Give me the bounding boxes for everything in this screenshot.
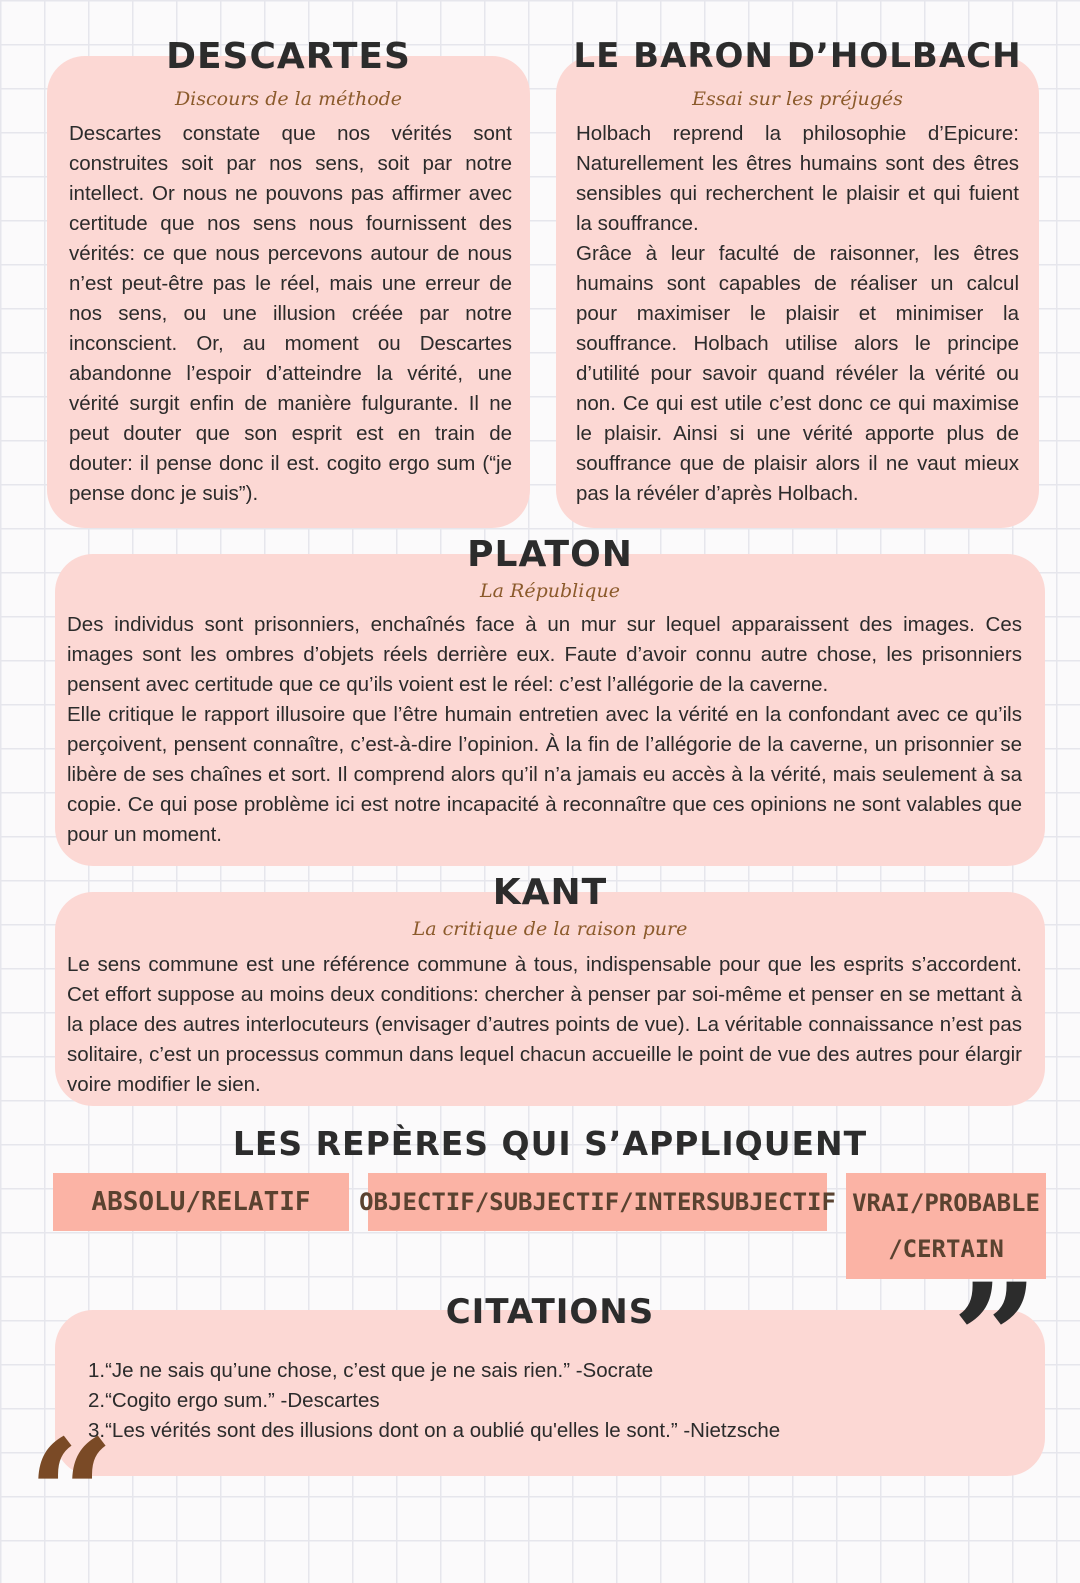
tag-objectif-subjectif-label: OBJECTIF/SUBJECTIF/INTERSUBJECTIF — [359, 1188, 836, 1216]
citations-title: CITATIONS — [445, 1292, 655, 1332]
tag-vrai-probable-line-2: /CERTAIN — [888, 1235, 1004, 1263]
reperes-title: LES REPÈRES QUI S’APPLIQUENT — [232, 1124, 868, 1163]
kant-text: Le sens commune est une référence commune à tous, indispensable pour que les esprits s’accordent. Cet effort suppose au moins deux conditions: chercher à penser par soi-même et penser en se mettant à la place des autres interlocuteurs (envisager d’autres points de vue). La véritable connaissance n’est pas solitaire, c’est un processus commun dans lequel chacun accueille le point de vue des autres pour élargir voire modifier le sien. — [67, 953, 1022, 1096]
holbach-title: LE BARON D’HOLBACH — [573, 36, 1022, 76]
tag-objectif-subjectif — [359, 1173, 836, 1231]
citation-item-2: 2.“Cogito ergo sum.” -Descartes — [88, 1389, 380, 1412]
kant-work: La critique de la raison pure — [412, 918, 688, 940]
platon-text-2: Elle critique le rapport illusoire que l’être humain entretien avec la vérité en la confondant avec ce qu’ils perçoivent, pensent connaître, c’est-à-dire l’opinion. À la fin de l’allégorie de la caverne, un prisonnier se libère de ses chaînes et sort. Il comprend alors qu’il n’a jamais eu accès à la vérité, mais seulement à sa copie. Ce qui pose problème ici est notre incapacité à reconnaître que ces opinions ne sont valables que pour un moment. — [67, 703, 1022, 846]
platon-title: PLATON — [467, 534, 633, 575]
holbach-text-1: Holbach reprend la philosophie d’Epicure: Naturellement les êtres humains sont des êtres sensibles qui recherchent le plaisir et qui fuient la souffrance. — [576, 122, 1019, 235]
tag-absolu-relatif-label: ABSOLU/RELATIF — [91, 1187, 311, 1217]
descartes-title: DESCARTES — [166, 36, 411, 77]
kant-title: KANT — [492, 872, 608, 913]
platon-text-1: Des individus sont prisonniers, enchaînés face à un mur sur lequel apparaissent des images. Ces images sont les ombres d’objets réels derrière eux. Faute d’avoir connu autre chose, les prisonniers pensent avec certitude que ce qu’ils voient est le réel: c’est l’allégorie de la caverne. — [67, 613, 1022, 696]
tag-vrai-probable-line-1: VRAI/PROBABLE — [852, 1189, 1040, 1217]
citation-item-3: 3.“Les vérités sont des illusions dont on a oublié qu'elles le sont.” -Nietzsche — [88, 1419, 781, 1442]
citation-item-1: 1.“Je ne sais qu’une chose, c’est que je ne sais rien.” -Socrate — [88, 1359, 654, 1382]
descartes-work: Discours de la méthode — [174, 88, 403, 110]
tag-absolu-relatif — [53, 1173, 349, 1231]
holbach-text-2: Grâce à leur faculté de raisonner, les êtres humains sont capables de réaliser un calcul pour maximiser le plaisir et minimiser la souffrance. Holbach utilise alors le principe d’utilité pour savoir quand révéler la vérité ou non. Ce qui est utile c’est donc ce qui maximise le plaisir. Ainsi si une vérité apporte plus de souffrance que de plaisir alors il ne vaut mieux pas la révéler d’après Holbach. — [576, 242, 1019, 505]
platon-work: La République — [480, 580, 620, 602]
close-quote-icon: ” — [952, 1251, 1039, 1427]
citations-list — [88, 1356, 988, 1446]
descartes-text: Descartes constate que nos vérités sont construites soit par nos sens, soit par notre intellect. Or nous ne pouvons pas affirmer avec certitude que nos sens nous fournissent des vérités: ce que nous percevons autour de nous n’est peut-être pas le réel, mais une erreur de nos sens, ou une illusion créée par notre inconscient. Or, au moment ou Descartes abandonne l’espoir d’atteindre la vérité, une vérité surgit enfin de manière fulgurante. Il ne peut douter que son esprit est en train de douter: il pense donc il est. cogito ergo sum (“je pense donc je suis”). — [69, 122, 512, 505]
open-quote-icon: “ — [28, 1407, 115, 1583]
holbach-work: Essai sur les préjugés — [692, 88, 903, 110]
